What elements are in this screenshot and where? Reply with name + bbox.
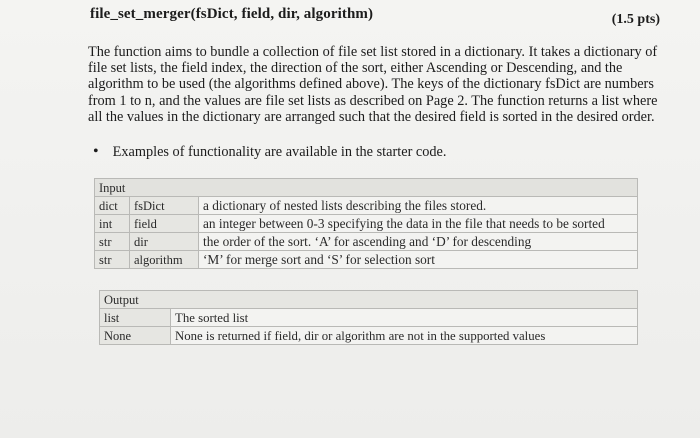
param-description: the order of the sort. ‘A’ for ascending and ‘D’ for descending: [199, 233, 638, 251]
table-row: [100, 309, 638, 327]
param-description: ‘M’ for merge sort and ‘S’ for selection sort: [199, 251, 638, 269]
description-paragraph: The function aims to bundle a collection of file set list stored in a dictionary. It takes a dictionary of file set lists, the field index, the direction of the sort, either Ascending or Descending, and the algorithm to be used (the algorithms defined above). The keys of the dictionary fsDict are numbers from 1 to n, and the values are file set lists as described on Page 2. The function returns a list where all the values in the dictionary are arranged such that the desired field is sorted in the desired order.: [88, 44, 658, 125]
param-name: fsDict: [130, 197, 199, 215]
param-name: algorithm: [130, 251, 199, 269]
points-label: (1.5 pts): [611, 12, 660, 27]
table-row: [95, 197, 638, 215]
return-type: None: [100, 327, 171, 345]
bullet-item: [93, 144, 446, 160]
param-description: a dictionary of nested lists describing the files stored.: [199, 197, 638, 215]
param-type: str: [95, 251, 130, 269]
output-table: [99, 290, 638, 345]
param-name: field: [130, 215, 199, 233]
input-table: [94, 178, 638, 269]
output-table-header: Output: [100, 291, 638, 309]
param-description: an integer between 0-3 specifying the data in the file that needs to be sorted: [199, 215, 638, 233]
table-row: [95, 215, 638, 233]
bullet-text: Examples of functionality are available in the starter code.: [112, 144, 447, 160]
table-row: [95, 251, 638, 269]
param-type: int: [95, 215, 130, 233]
bullet-marker: •: [93, 143, 99, 160]
return-description: None is returned if field, dir or algorithm are not in the supported values: [171, 327, 638, 345]
output-table-header-row: [100, 291, 638, 309]
input-table-header: Input: [95, 179, 638, 197]
input-table-header-row: [95, 179, 638, 197]
return-description: The sorted list: [171, 309, 638, 327]
param-name: dir: [130, 233, 199, 251]
param-type: str: [95, 233, 130, 251]
return-type: list: [100, 309, 171, 327]
function-title: file_set_merger(fsDict, field, dir, algorithm): [90, 6, 374, 22]
table-row: [100, 327, 638, 345]
table-row: [95, 233, 638, 251]
param-type: dict: [95, 197, 130, 215]
